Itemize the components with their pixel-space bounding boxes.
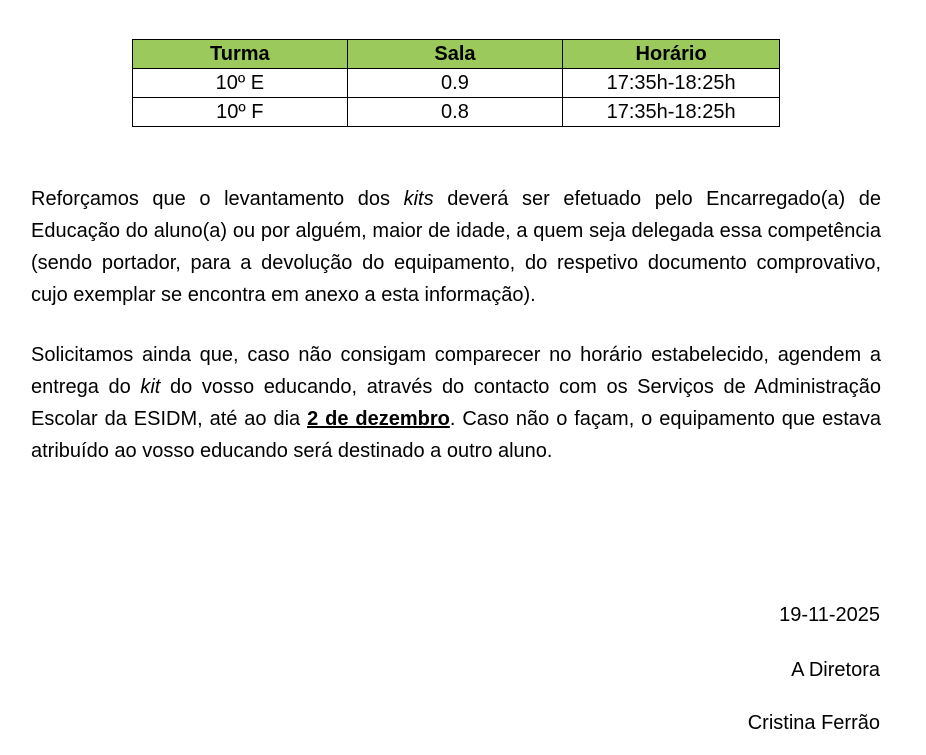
italic-kit: kit <box>140 376 161 398</box>
cell-sala: 0.8 <box>347 98 563 127</box>
paragraph-kit-pickup <box>31 183 881 311</box>
paragraph-text: . Caso não o façam, o equipamento que estava atribuído ao vosso educando será destinado a outro aluno. <box>31 408 881 462</box>
table-row <box>133 69 780 98</box>
signature-role: A Diretora <box>791 659 880 681</box>
paragraph-text: Reforçamos que o levantamento dos <box>31 188 404 210</box>
paragraph-deadline <box>31 339 881 467</box>
cell-horario: 17:35h-18:25h <box>563 98 780 127</box>
italic-kits: kits <box>403 188 434 210</box>
cell-turma: 10º E <box>133 69 348 98</box>
deadline-date: 2 de dezembro <box>307 408 450 430</box>
header-sala: Sala <box>347 40 563 69</box>
table-row <box>133 98 780 127</box>
header-turma: Turma <box>133 40 348 69</box>
header-horario: Horário <box>563 40 780 69</box>
cell-sala: 0.9 <box>347 69 563 98</box>
paragraph-text: Solicitamos ainda que, caso não consigam comparecer no horário estabelecido, agendem a entrega do <box>31 344 881 398</box>
cell-horario: 17:35h-18:25h <box>563 69 780 98</box>
table-header-row <box>133 40 780 69</box>
paragraph-text: do vosso educando, através do contacto com os Serviços de Administração Escolar da ESIDM, até ao dia <box>31 376 881 430</box>
signature-date: 19-11-2025 <box>779 604 880 626</box>
signature-name: Cristina Ferrão <box>747 712 880 734</box>
schedule-table <box>132 39 780 127</box>
paragraph-text: deverá ser efetuado pelo Encarregado(a) de Educação do aluno(a) ou por alguém, maior de idade, a quem seja delegada essa competência (sendo portador, para a devolução do equipamento, do respetivo documento comprovativo, cujo exemplar se encontra em anexo a esta informação). <box>31 188 881 306</box>
cell-turma: 10º F <box>133 98 348 127</box>
